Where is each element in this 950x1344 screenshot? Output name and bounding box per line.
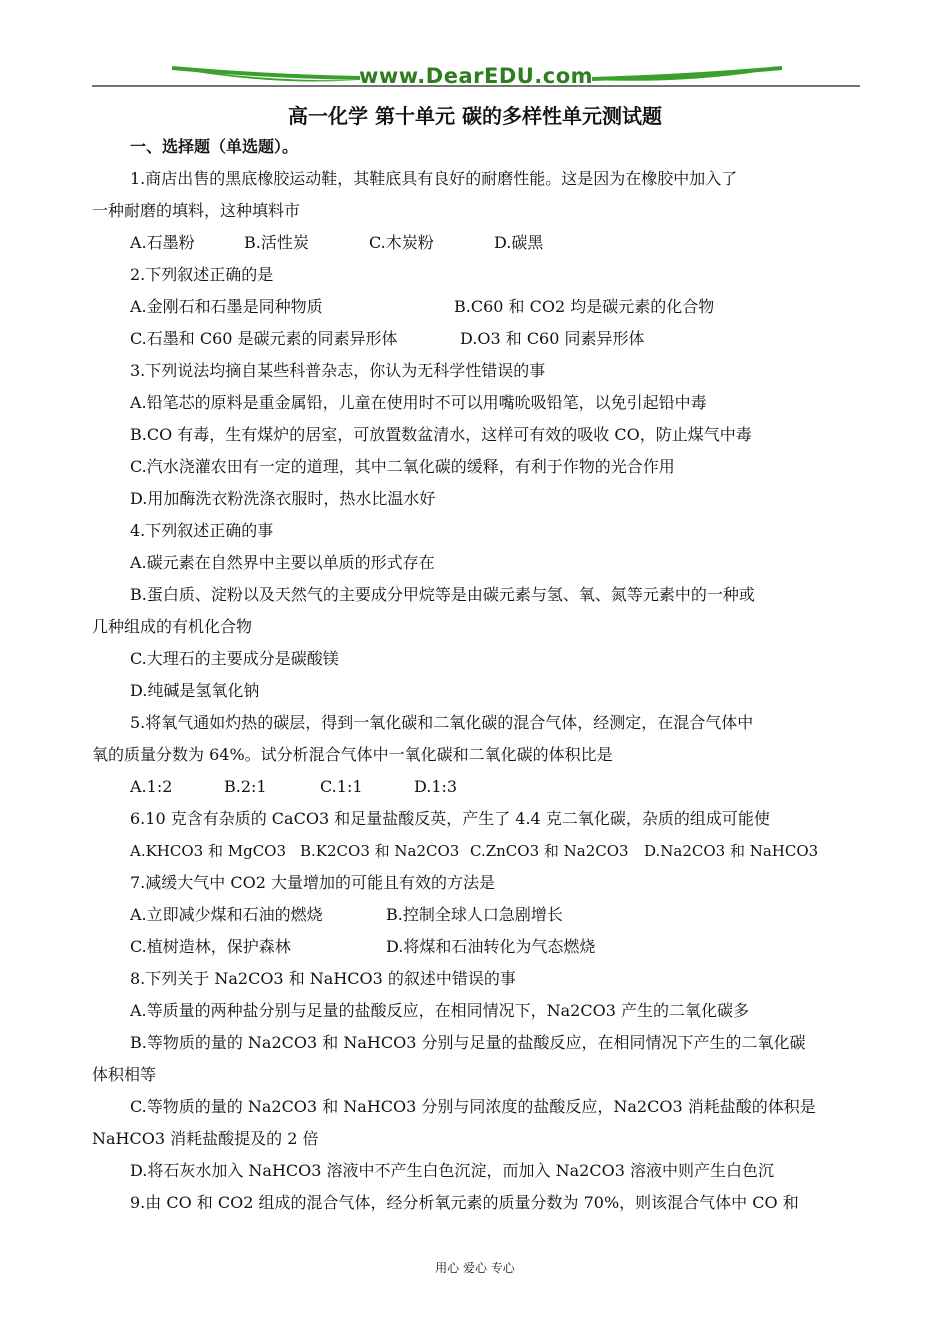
question-8-option-d: D.将石灰水加入 NaHCO3 溶液中不产生白色沉淀，而加入 Na2CO3 溶液中则产生白色沉 — [130, 1161, 774, 1180]
question-8-option-c: C.等物质的量的 Na2CO3 和 NaHCO3 分别与同浓度的盐酸反应，Na2CO3 消耗盐酸的体积是 — [130, 1097, 816, 1116]
option-d: D.将煤和石油转化为气态燃烧 — [386, 937, 596, 956]
option-d: D.O3 和 C60 同素异形体 — [460, 329, 645, 348]
option-b: B.活性炭 — [244, 233, 309, 252]
question-7-stem: 7.减缓大气中 CO2 大量增加的可能且有效的方法是 — [130, 873, 495, 892]
question-4-option-d: D.纯碱是氢氧化钠 — [130, 681, 260, 700]
section-heading: 一、选择题（单选题）。 — [130, 137, 299, 156]
option-b: B.K2CO3 和 Na2CO3 — [300, 842, 460, 860]
question-8-option-c-cont: NaHCO3 消耗盐酸提及的 2 倍 — [92, 1129, 319, 1148]
question-1-options — [92, 227, 860, 259]
question-1-stem: 1.商店出售的黑底橡胶运动鞋，其鞋底具有良好的耐磨性能。这是因为在橡胶中加入了 — [130, 169, 738, 188]
question-4-option-a: A.碳元素在自然界中主要以单质的形式存在 — [130, 553, 435, 572]
header-logo-banner — [92, 62, 860, 92]
question-4-option-b-cont: 几种组成的有机化合物 — [92, 617, 253, 636]
option-c: C.植树造林，保护森林 — [130, 937, 291, 956]
question-8-option-b: B.等物质的量的 Na2CO3 和 NaHCO3 分别与足量的盐酸反应，在相同情况下产生的二氧化碳 — [130, 1033, 806, 1052]
question-2-options-row2 — [92, 323, 860, 355]
option-c: C.1:1 — [320, 777, 363, 796]
question-4-stem: 4.下列叙述正确的事 — [130, 521, 274, 540]
question-3-stem: 3.下列说法均摘自某些科普杂志，你认为无科学性错误的事 — [130, 361, 546, 380]
page-footer: 用心 爱心 专心 — [435, 1261, 515, 1275]
question-5-options — [92, 771, 860, 803]
option-d: D.1:3 — [414, 777, 458, 796]
option-b: B.2:1 — [224, 777, 267, 796]
page-title: 高一化学 第十单元 碳的多样性单元测试题 — [288, 104, 662, 128]
option-a: A.立即减少煤和石油的燃烧 — [130, 905, 323, 924]
question-8-option-b-cont: 体积相等 — [92, 1065, 157, 1084]
question-6-options — [92, 835, 860, 867]
question-3-option-d: D.用加酶洗衣粉洗涤衣服时，热水比温水好 — [130, 489, 436, 508]
question-6-stem: 6.10 克含有杂质的 CaCO3 和足量盐酸反英，产生了 4.4 克二氧化碳，杂质的组成可能使 — [130, 809, 770, 828]
option-a: A.石墨粉 — [130, 233, 195, 252]
option-d: D.Na2CO3 和 NaHCO3 — [644, 842, 819, 860]
site-logo[interactable]: www.DearEDU.com — [358, 64, 594, 88]
question-3-option-c: C.汽水浇灌农田有一定的道理，其中二氧化碳的缓释，有利于作物的光合作用 — [130, 457, 675, 476]
question-2-stem: 2.下列叙述正确的是 — [130, 265, 274, 284]
question-9-stem: 9.由 CO 和 CO2 组成的混合气体，经分析氧元素的质量分数为 70%，则该混合气体中 CO 和 — [130, 1193, 799, 1212]
option-a: A.金刚石和石墨是同种物质 — [130, 297, 323, 316]
option-c: C.木炭粉 — [369, 233, 434, 252]
question-4-option-c: C.大理石的主要成分是碳酸镁 — [130, 649, 339, 668]
question-1-stem-cont: 一种耐磨的填料，这种填料市 — [92, 201, 301, 220]
question-5-stem-cont: 氧的质量分数为 64%。试分析混合气体中一氧化碳和二氧化碳的体积比是 — [92, 745, 613, 764]
option-a: A.KHCO3 和 MgCO3 — [130, 842, 287, 860]
question-3-option-b: B.CO 有毒，生有煤炉的居室，可放置数盆清水，这样可有效的吸收 CO，防止煤气中毒 — [130, 425, 752, 444]
question-7-options-row2 — [92, 931, 860, 963]
question-3-option-a: A.铅笔芯的原料是重金属铅，儿童在使用时不可以用嘴吮吸铅笔，以免引起铅中毒 — [130, 393, 707, 412]
option-b: B.C60 和 CO2 均是碳元素的化合物 — [454, 297, 715, 316]
option-b: B.控制全球人口急剧增长 — [386, 905, 563, 924]
question-5-stem: 5.将氧气通如灼热的碳层，得到一氧化碳和二氧化碳的混合气体，经测定，在混合气体中 — [130, 713, 754, 732]
question-4-option-b: B.蛋白质、淀粉以及天然气的主要成分甲烷等是由碳元素与氢、氧、氮等元素中的一种或 — [130, 585, 755, 604]
question-2-options-row1 — [92, 291, 860, 323]
question-8-option-a: A.等质量的两种盐分别与足量的盐酸反应，在相同情况下，Na2CO3 产生的二氧化碳多 — [130, 1001, 749, 1020]
option-c: C.ZnCO3 和 Na2CO3 — [470, 842, 629, 860]
option-d: D.碳黑 — [494, 233, 544, 252]
option-c: C.石墨和 C60 是碳元素的同素异形体 — [130, 329, 398, 348]
question-8-stem: 8.下列关于 Na2CO3 和 NaHCO3 的叙述中错误的事 — [130, 969, 516, 988]
question-7-options-row1 — [92, 899, 860, 931]
option-a: A.1:2 — [130, 777, 173, 796]
